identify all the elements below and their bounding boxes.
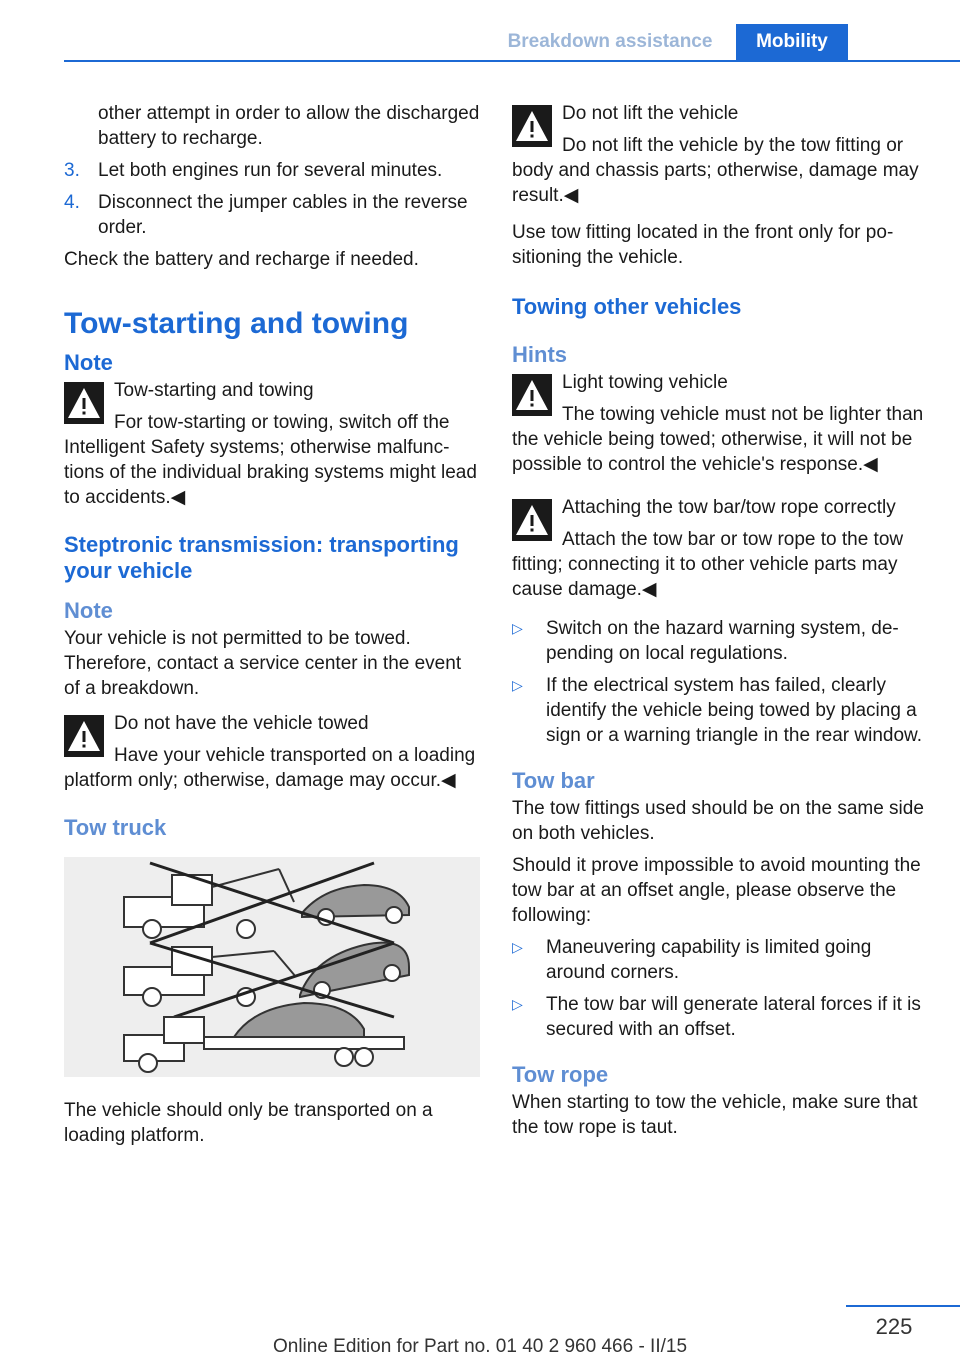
warning-title: Tow-starting and towing <box>114 380 314 401</box>
warning-triangle-icon <box>512 499 552 541</box>
bullet-text: The tow bar will generate lateral forces if it is secured with an offset. <box>546 994 921 1040</box>
left-column <box>64 101 482 1155</box>
tow-rope-heading: Tow rope <box>512 1062 609 1087</box>
warning-body: Do not lift the vehicle by the tow fitting or body and chassis parts; otherwise, damage may result.◀ <box>512 135 919 206</box>
warning-body: Have your vehicle transported on a loading platform only; otherwise, damage may occur.◀ <box>64 745 476 791</box>
step-number: 3. <box>64 160 80 181</box>
warning-block <box>512 101 926 208</box>
bullet-text: Maneuvering capability is limited going around corners. <box>546 937 872 983</box>
right-column <box>512 101 926 1147</box>
warning-body: For tow-starting or towing, switch off the Intelligent Safety systems; otherwise malfunctions of the individual braking systems might lead to accidents.◀ <box>64 412 477 508</box>
warning-body: The towing vehicle must not be lighter than the vehicle being towed; otherwise, it will not be possible to control the vehicle's response.◀ <box>512 404 924 475</box>
tow-truck-heading: Tow truck <box>64 815 167 840</box>
bullet-text: If the electrical system has failed, clearly identify the vehicle being towed by placing a sign or a warning triangle in the rear window. <box>546 675 922 746</box>
bullet-text: Switch on the hazard warning system, depending on local regulations. <box>546 618 899 664</box>
warning-title: Light towing vehicle <box>562 372 728 393</box>
step-number: 4. <box>64 192 80 213</box>
steptronic-heading: Steptronic transmission: transporting your vehicle <box>64 532 459 583</box>
tow-rope-text: When starting to tow the vehicle, make sure that the tow rope is taut. <box>512 1092 918 1138</box>
page-number: 225 <box>875 1314 913 1339</box>
tow-bar-text: Should it prove impossible to avoid mounting the tow bar at an offset angle, please observe the following: <box>512 855 921 926</box>
warning-body: Attach the tow bar or tow rope to the tow fitting; connecting it to other vehicle parts may cause damage.◀ <box>512 529 904 600</box>
front-fitting-text: Use tow fitting located in the front only for positioning the vehicle. <box>512 222 894 268</box>
warning-triangle-icon <box>512 105 552 147</box>
header-chapter-tab[interactable]: Mobility <box>736 24 848 60</box>
warning-block <box>512 495 926 602</box>
bullet-icon: ▷ <box>512 939 523 955</box>
warning-triangle-icon <box>512 374 552 416</box>
bullet-icon: ▷ <box>512 677 523 693</box>
list-item <box>64 158 482 183</box>
tow-truck-illustration <box>64 857 480 1077</box>
edition-footer: Online Edition for Part no. 01 40 2 960 466 - II/15 <box>272 1336 688 1357</box>
note-heading: Note <box>64 350 113 375</box>
bullet-icon: ▷ <box>512 620 523 636</box>
towing-other-vehicles-heading: Towing other vehicles <box>512 294 742 319</box>
warning-triangle-icon <box>64 715 104 757</box>
warning-block <box>512 370 926 477</box>
tow-truck-text: The vehicle should only be transported on a loading platform. <box>64 1100 433 1146</box>
note-text: Your vehicle is not permitted to be towed. Therefore, contact a service center in the event of a breakdown. <box>64 628 462 699</box>
warning-block <box>64 711 482 793</box>
section-title: Tow-starting and towing <box>64 307 409 340</box>
warning-title: Do not have the vehicle towed <box>114 713 369 734</box>
list-item <box>512 935 926 985</box>
bullet-icon: ▷ <box>512 996 523 1012</box>
list-item <box>512 673 926 748</box>
step-text: Let both engines run for several minutes. <box>98 160 443 181</box>
continued-step-text: other attempt in order to allow the discharged battery to recharge. <box>98 103 480 149</box>
header-rule <box>64 60 960 62</box>
note-heading: Note <box>64 598 113 623</box>
warning-title: Attaching the tow bar/tow rope correctly <box>562 497 896 518</box>
header-section-tab[interactable]: Breakdown assistance <box>507 31 713 52</box>
warning-triangle-icon <box>64 382 104 424</box>
tow-bar-heading: Tow bar <box>512 768 595 793</box>
list-item <box>512 616 926 666</box>
hints-heading: Hints <box>512 342 567 367</box>
list-item <box>64 190 482 240</box>
warning-block <box>64 378 482 510</box>
list-item <box>512 992 926 1042</box>
tow-bar-text: The tow fittings used should be on the same side on both vehicles. <box>512 798 924 844</box>
check-battery-text: Check the battery and recharge if needed. <box>64 249 419 270</box>
step-text: Disconnect the jumper cables in the reverse order. <box>98 192 468 238</box>
warning-title: Do not lift the vehicle <box>562 103 739 124</box>
footer-rule <box>846 1305 960 1307</box>
